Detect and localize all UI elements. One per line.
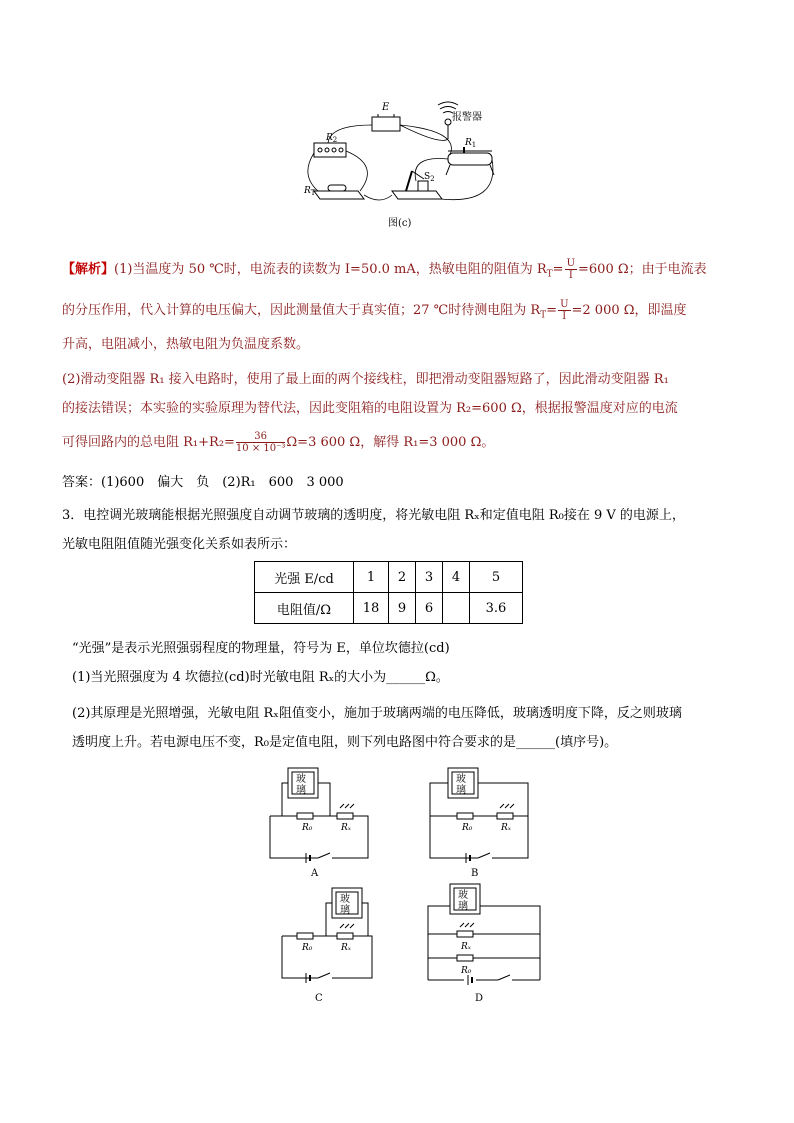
rx-label: Rₓ — [341, 943, 351, 953]
slide-rheostat-r1 — [448, 153, 492, 165]
frac-den-36: 10 × 10⁻³ — [235, 443, 286, 454]
fraction-u-over-i — [565, 258, 577, 281]
q3-line-1: 3．电控调光玻璃能根据光照强度自动调节玻璃的透明度，将光敏电阻 Rₓ和定值电阻 R₀接在 9 V 的电源上， — [62, 508, 685, 523]
svg-text:S2 — [424, 172, 435, 183]
table-row — [255, 562, 523, 593]
glass-label-top: 玻 — [296, 774, 306, 785]
circuit-d — [428, 884, 540, 1004]
q3-sub2-a: (2)其原理是光照增强，光敏电阻 Rₓ阻值变小，施加于玻璃两端的电压降低，玻璃透明度下降，反之则玻璃 — [72, 706, 682, 721]
q3-sub2-b: 透明度上升。若电源电压不变，R₀是定值电阻，则下列电路图中符合要求的是______(填序号)。 — [72, 735, 618, 750]
thermistor-base — [314, 191, 364, 199]
frac-den: I — [568, 270, 573, 281]
label-d: D — [475, 993, 484, 1004]
table-cell: 3 — [416, 562, 443, 593]
rx-label: Rₓ — [461, 942, 471, 952]
svg-text:R2 — [325, 133, 337, 144]
frac-num-36: 36 — [236, 431, 285, 443]
table-cell: 4 — [443, 562, 470, 593]
q3-line-2: 光敏电阻阻值随光强变化关系如表所示： — [62, 537, 297, 552]
label-s2-sub: 2 — [430, 175, 435, 183]
r0-label: R₀ — [462, 823, 473, 833]
fraction-u-over-i-2 — [558, 299, 570, 322]
resistance-box-r2 — [314, 143, 346, 157]
svg-text:R1 — [464, 138, 476, 149]
table-cell: 2 — [389, 562, 416, 593]
figure-c-caption: 图(c) — [388, 218, 412, 229]
analysis-p1-b-eq: = — [546, 303, 558, 318]
rx-label: Rₓ — [501, 823, 511, 833]
table-cell: 5 — [470, 562, 523, 593]
table-cell — [443, 593, 470, 624]
glass-label-bottom: 璃 — [296, 785, 306, 796]
answer-line: 答案：(1)600 偏大 负 (2)R₁ 600 3 000 — [62, 475, 344, 490]
label-rt: R — [304, 186, 311, 196]
analysis-line-3: 升高，电阻减小，热敏电阻为负温度系数。 — [62, 337, 310, 352]
label-a: A — [311, 868, 319, 879]
circuit-b — [430, 768, 528, 879]
analysis-p2-c-head: 可得回路内的总电阻 R₁+R₂= — [62, 435, 235, 450]
label-r2: R — [326, 133, 333, 143]
analysis-p1-b: 的分压作用，代入计算的电压偏大，因此测量值大于真实值；27 ℃时待测电阻为 R — [62, 303, 541, 318]
glass-label-bottom: 璃 — [456, 785, 466, 796]
analysis-p1-a-eq: = — [552, 262, 564, 277]
r0-label: R₀ — [302, 943, 313, 953]
circuit-c — [282, 888, 372, 1004]
svg-text:RT — [303, 186, 316, 197]
frac-num: U — [566, 258, 576, 269]
light-resistance-table — [254, 561, 523, 624]
glass-label-top: 玻 — [456, 774, 466, 785]
r0-label: R₀ — [461, 966, 472, 976]
r0-label: R₀ — [302, 823, 313, 833]
frac-den: I — [562, 311, 567, 322]
label-alarm: 报警器 — [452, 112, 482, 123]
battery — [372, 117, 400, 131]
analysis-line-4: (2)滑动变阻器 R₁ 接入电路时，使用了最上面的两个接线柱，即把滑动变阻器短路了，因此滑动变阻器 R₁ — [62, 372, 669, 387]
label-c: C — [315, 993, 323, 1004]
table-cell: 18 — [354, 593, 389, 624]
glass-label-bottom: 璃 — [458, 901, 468, 912]
label-rt-sub: T — [310, 189, 316, 197]
table-cell: 3.6 — [470, 593, 523, 624]
q3-note: “光强”是表示光照强弱程度的物理量，符号为 E，单位坎德拉(cd) — [72, 641, 450, 656]
analysis-p1-b-sub: T — [540, 310, 547, 321]
table-row-header: 光强 E/cd — [255, 562, 354, 593]
analysis-p2-c-tail: Ω=3 600 Ω，解得 R₁=3 000 Ω。 — [286, 435, 495, 450]
glass-label-bottom: 璃 — [340, 905, 350, 916]
table-cell: 6 — [416, 593, 443, 624]
fraction-36 — [236, 431, 285, 454]
glass-label-top: 玻 — [340, 894, 350, 905]
analysis-line-6 — [62, 431, 494, 454]
table-cell: 9 — [389, 593, 416, 624]
analysis-p1-a-tail: =600 Ω；由于电流表 — [578, 262, 707, 277]
frac-num: U — [560, 299, 569, 310]
table-cell: 1 — [354, 562, 389, 593]
label-e: E — [382, 102, 390, 113]
analysis-p1-a-sub: T — [546, 269, 553, 280]
label-r2-sub: 2 — [332, 136, 338, 144]
analysis-tag: 【解析】 — [62, 262, 115, 277]
circuit-options — [260, 762, 550, 1007]
circuit-a — [270, 768, 368, 879]
analysis-line-5: 的接法错误；本实验的实验原理为替代法，因此变阻箱的电阻设置为 R₂=600 Ω，根据报警温度对应的电流 — [62, 401, 678, 416]
switch-s2 — [392, 191, 442, 199]
label-b: B — [471, 868, 479, 879]
analysis-p1-b-tail: =2 000 Ω，即温度 — [571, 303, 687, 318]
label-s2: S — [424, 172, 431, 182]
analysis-line-1 — [62, 258, 707, 283]
analysis-p1-a: (1)当温度为 50 ℃时，电流表的读数为 I=50.0 mA，热敏电阻的阻值为 R — [114, 262, 547, 277]
table-row — [255, 593, 523, 624]
figure-c-setup — [300, 95, 505, 235]
table-row-header: 电阻值/Ω — [255, 593, 354, 624]
analysis-line-2 — [62, 299, 687, 324]
rx-label: Rₓ — [341, 823, 351, 833]
q3-sub1: (1)当光照强度为 4 坎德拉(cd)时光敏电阻 Rₓ的大小为______Ω。 — [72, 670, 449, 685]
label-r1: R — [465, 138, 472, 148]
glass-label-top: 玻 — [458, 890, 468, 901]
label-r1-sub: 1 — [471, 141, 477, 149]
